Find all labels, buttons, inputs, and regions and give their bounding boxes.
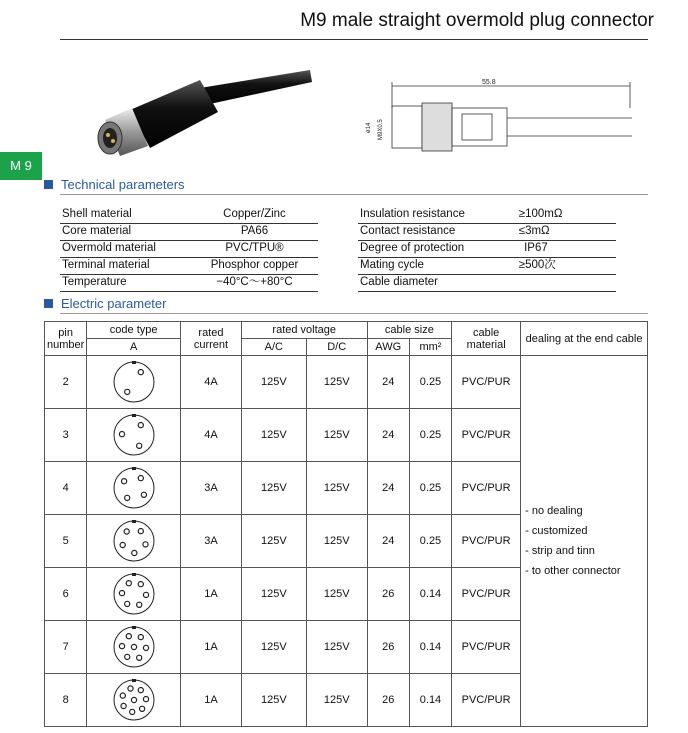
header-mm2: mm² — [409, 339, 451, 356]
cell-material: PVC/PUR — [452, 621, 521, 674]
pin-layout-icon — [112, 466, 156, 510]
cell-dc: 125V — [306, 674, 367, 727]
cell-code-type — [87, 568, 181, 621]
cell-pin-number: 4 — [45, 462, 87, 515]
param-row — [358, 224, 616, 241]
header-code: code type — [87, 322, 181, 339]
connector-photo — [70, 50, 315, 160]
param-key: Insulation resistance — [360, 208, 465, 220]
title-divider — [60, 39, 648, 40]
header-material: cable material — [452, 322, 521, 356]
cell-mm2: 0.14 — [409, 568, 451, 621]
header-ac: A/C — [241, 339, 306, 356]
drawing-thread: M9X0.5 — [378, 119, 384, 140]
param-key: Temperature — [62, 276, 127, 288]
technical-right-list — [358, 207, 616, 292]
param-row — [358, 241, 616, 258]
param-value: Copper/Zinc — [223, 208, 286, 220]
cell-code-type — [87, 409, 181, 462]
cell-material: PVC/PUR — [452, 568, 521, 621]
param-row — [60, 241, 318, 258]
cell-ac: 125V — [241, 568, 306, 621]
cell-pin-number: 2 — [45, 356, 87, 409]
cell-material: PVC/PUR — [452, 462, 521, 515]
page-title: M9 male straight overmold plug connector — [300, 10, 654, 31]
cell-ac: 125V — [241, 621, 306, 674]
header-code-sub: A — [87, 339, 181, 356]
drawing-length: 55.8 — [482, 79, 496, 86]
pin-layout-icon — [112, 413, 156, 457]
pin-layout-icon — [112, 572, 156, 616]
cell-dc: 125V — [306, 462, 367, 515]
section-square-icon — [44, 299, 53, 308]
cell-mm2: 0.25 — [409, 515, 451, 568]
param-value: PA66 — [240, 225, 269, 237]
cell-awg: 26 — [367, 568, 409, 621]
cell-material: PVC/PUR — [452, 356, 521, 409]
technical-left-list — [60, 207, 318, 292]
param-key: Shell material — [62, 208, 132, 220]
cell-dc: 125V — [306, 568, 367, 621]
technical-divider — [60, 194, 648, 195]
param-value: ≥100mΩ — [518, 208, 563, 220]
param-row — [358, 258, 616, 275]
param-value: ≥500次 — [518, 259, 556, 271]
header-voltage: rated voltage — [241, 322, 367, 339]
cell-mm2: 0.25 — [409, 356, 451, 409]
param-key: Cable diameter — [360, 276, 438, 288]
param-row — [60, 258, 318, 275]
param-value: PVC/TPU® — [225, 242, 284, 254]
cell-mm2: 0.25 — [409, 409, 451, 462]
electric-divider — [60, 313, 648, 314]
header-current: rated current — [181, 322, 242, 356]
param-key: Mating cycle — [360, 259, 424, 271]
cell-awg: 26 — [367, 621, 409, 674]
cell-pin-number: 3 — [45, 409, 87, 462]
drawing-diameter: ø14 — [366, 122, 372, 133]
section-square-icon — [44, 180, 53, 189]
cell-code-type — [87, 462, 181, 515]
param-row — [358, 207, 616, 224]
cell-code-type — [87, 515, 181, 568]
param-value: ≤3mΩ — [518, 225, 550, 237]
cell-dc: 125V — [306, 515, 367, 568]
cell-current: 1A — [181, 568, 242, 621]
param-value: Phosphor copper — [210, 259, 299, 271]
cell-awg: 24 — [367, 356, 409, 409]
dealing-option: - to other connector — [525, 565, 621, 577]
param-row — [60, 275, 318, 292]
cell-code-type — [87, 621, 181, 674]
param-row — [358, 275, 616, 292]
cell-ac: 125V — [241, 462, 306, 515]
param-key: Degree of protection — [360, 242, 465, 254]
param-key: Core material — [62, 225, 132, 237]
cell-current: 3A — [181, 515, 242, 568]
pin-layout-icon — [112, 519, 156, 563]
cell-awg: 24 — [367, 409, 409, 462]
param-key: Contact resistance — [360, 225, 456, 237]
dealing-option: - customized — [525, 525, 588, 537]
param-key: Overmold material — [62, 242, 156, 254]
cell-dc: 125V — [306, 409, 367, 462]
cell-dc: 125V — [306, 621, 367, 674]
cell-awg: 24 — [367, 462, 409, 515]
cell-material: PVC/PUR — [452, 515, 521, 568]
dimension-drawing — [362, 78, 642, 153]
header-dealing: dealing at the end cable — [521, 322, 648, 356]
cell-mm2: 0.14 — [409, 674, 451, 727]
cell-pin-number: 6 — [45, 568, 87, 621]
cell-code-type — [87, 356, 181, 409]
technical-heading — [44, 177, 185, 192]
cell-ac: 125V — [241, 674, 306, 727]
cell-current: 1A — [181, 674, 242, 727]
pin-layout-icon — [112, 678, 156, 722]
table-row — [45, 356, 648, 409]
cell-ac: 125V — [241, 515, 306, 568]
cell-pin-number: 8 — [45, 674, 87, 727]
param-key: Terminal material — [62, 259, 150, 271]
cell-mm2: 0.25 — [409, 462, 451, 515]
cell-ac: 125V — [241, 409, 306, 462]
cell-current: 4A — [181, 356, 242, 409]
technical-heading-label: Technical parameters — [61, 177, 185, 192]
header-cable-size: cable size — [367, 322, 452, 339]
header-dc: D/C — [306, 339, 367, 356]
pin-layout-icon — [112, 625, 156, 669]
electric-heading-label: Electric parameter — [61, 296, 167, 311]
cell-pin-number: 7 — [45, 621, 87, 674]
header-pin: pin number — [45, 322, 87, 356]
param-value: IP67 — [524, 242, 548, 254]
cell-dc: 125V — [306, 356, 367, 409]
cell-ac: 125V — [241, 356, 306, 409]
cell-dealing — [521, 356, 648, 727]
dealing-option: - strip and tinn — [525, 545, 595, 557]
param-value — [519, 275, 616, 291]
cell-awg: 26 — [367, 674, 409, 727]
param-row — [60, 207, 318, 224]
param-value: −40°C～+80°C — [216, 276, 293, 288]
cell-current: 3A — [181, 462, 242, 515]
cell-code-type — [87, 674, 181, 727]
cell-material: PVC/PUR — [452, 674, 521, 727]
cell-material: PVC/PUR — [452, 409, 521, 462]
dealing-option: - no dealing — [525, 505, 583, 517]
pin-layout-icon — [112, 360, 156, 404]
header-awg: AWG — [367, 339, 409, 356]
cell-pin-number: 5 — [45, 515, 87, 568]
electric-table — [44, 321, 648, 727]
param-row — [60, 224, 318, 241]
side-tab-m9: M 9 — [0, 152, 42, 180]
cell-awg: 24 — [367, 515, 409, 568]
cell-current: 4A — [181, 409, 242, 462]
electric-heading — [44, 296, 166, 311]
cell-current: 1A — [181, 621, 242, 674]
cell-mm2: 0.14 — [409, 621, 451, 674]
